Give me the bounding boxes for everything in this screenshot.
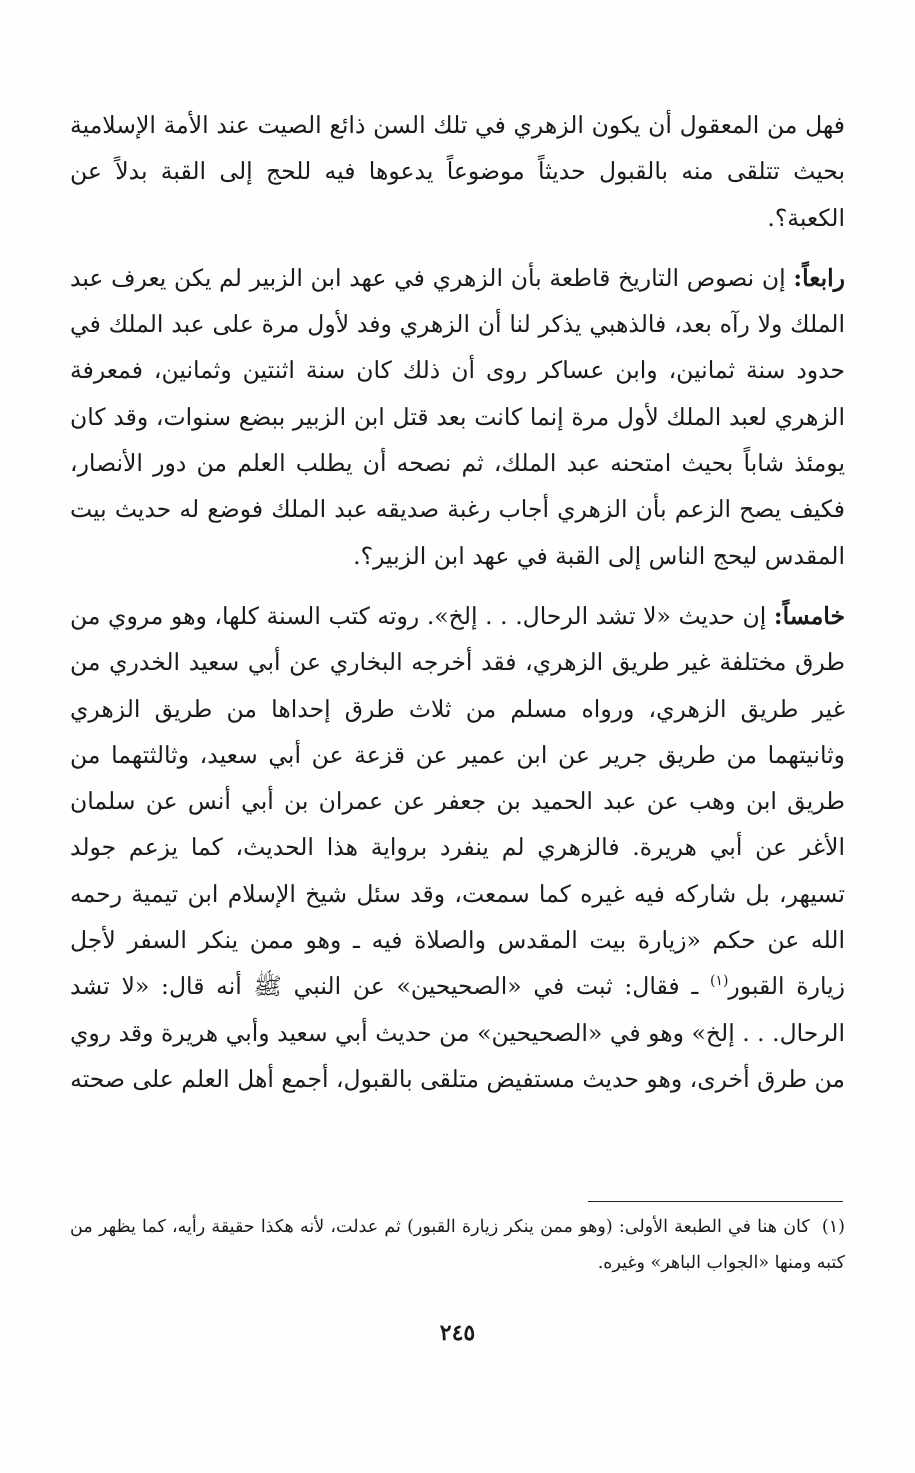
main-text [70,102,845,1102]
footnote-separator [588,1201,843,1202]
paragraph-fourth-text: إن نصوص التاريخ قاطعة بأن الزهري في عهد ابن الزبير لم يكن يعرف عبد الملك ولا رآه بعد، فالذهبي يذكر لنا أن الزهري وفد لأول مرة على عبد الملك في حدود سنة ثمانين، وابن عساكر روى أن ذلك كان سنة اثنتين وثمانين، فمعرفة الزهري لعبد الملك لأول مرة إنما كانت بعد قتل ابن الزبير ببضع سنوات، وقد كان يومئذ شاباً بحيث امتحنه عبد الملك، ثم نصحه أن يطلب العلم من دور الأنصار، فكيف يصح الزعم بأن الزهري أجاب رغبة صديقه عبد الملك فوضع له حديث بيت المقدس ليحج الناس إلى القبة في عهد ابن الزبير؟. [70,263,845,570]
paragraph-fifth-text: إن حديث «لا تشد الرحال. . . إلخ». روته كتب السنة كلها، وهو مروي من طرق مختلفة غير طريق الزهري، فقد أخرجه البخاري عن أبي سعيد الخدري من غير طريق الزهري، ورواه مسلم من ثلاث طرق إحداها من طريق الزهري وثانيتهما من طريق جرير عن ابن عمير عن قزعة عن أبي سعيد، وثالثتهما من طريق ابن وهب عن عبد الحميد بن جعفر عن عمران بن أبي أنس عن سلمان الأغر عن أبي هريرة. فالزهري لم ينفرد برواية هذا الحديث، كما يزعم جولد تسيهر، بل شاركه فيه غيره كما سمعت، وقد سئل شيخ الإسلام ابن تيمية رحمه الله عن حكم «زيارة بيت المقدس والصلاة فيه ـ وهو ممن ينكر السفر لأجل زيارة القبور [70,601,845,1001]
paragraph-fifth-heading: خامساً: [773,601,845,630]
paragraph-intro-text: فهل من المعقول أن يكون الزهري في تلك السن ذائع الصيت عند الأمة الإسلامية بحيث تتلقى منه بالقبول حديثاً موضوعاً يدعوها فيه للحج إلى القبة بدلاً عن الكعبة؟. [70,111,845,232]
page-number: ٢٤٥ [439,1320,476,1346]
paragraph-fourth [70,255,845,579]
paragraph-fifth-text-continued: ـ فقال: ثبت في «الصحيحين» عن النبي ﷺ أنه قال: «لا تشد الرحال. . . إلخ» وهو في «الصحيحين» من حديث أبي سعيد وأبي هريرة وقد روي من طرق أخرى، وهو حديث مستفيض متلقى بالقبول، أجمع أهل العلم على صحته [70,972,845,1093]
footnote-number: (١) [821,1217,845,1237]
paragraph-fifth [70,593,845,1102]
paragraph-fourth-heading: رابعاً: [793,263,845,292]
paragraph-intro [70,102,845,241]
footnote [70,1209,845,1281]
footnote-text: كان هنا في الطبعة الأولى: (وهو ممن ينكر زيارة القبور) ثم عدلت، لأنه هكذا حقيقة رأيه، كما يظهر من كتبه ومنها «الجواب الباهر» وغيره. [70,1217,845,1273]
footnote-reference[interactable]: (١) [709,973,729,990]
